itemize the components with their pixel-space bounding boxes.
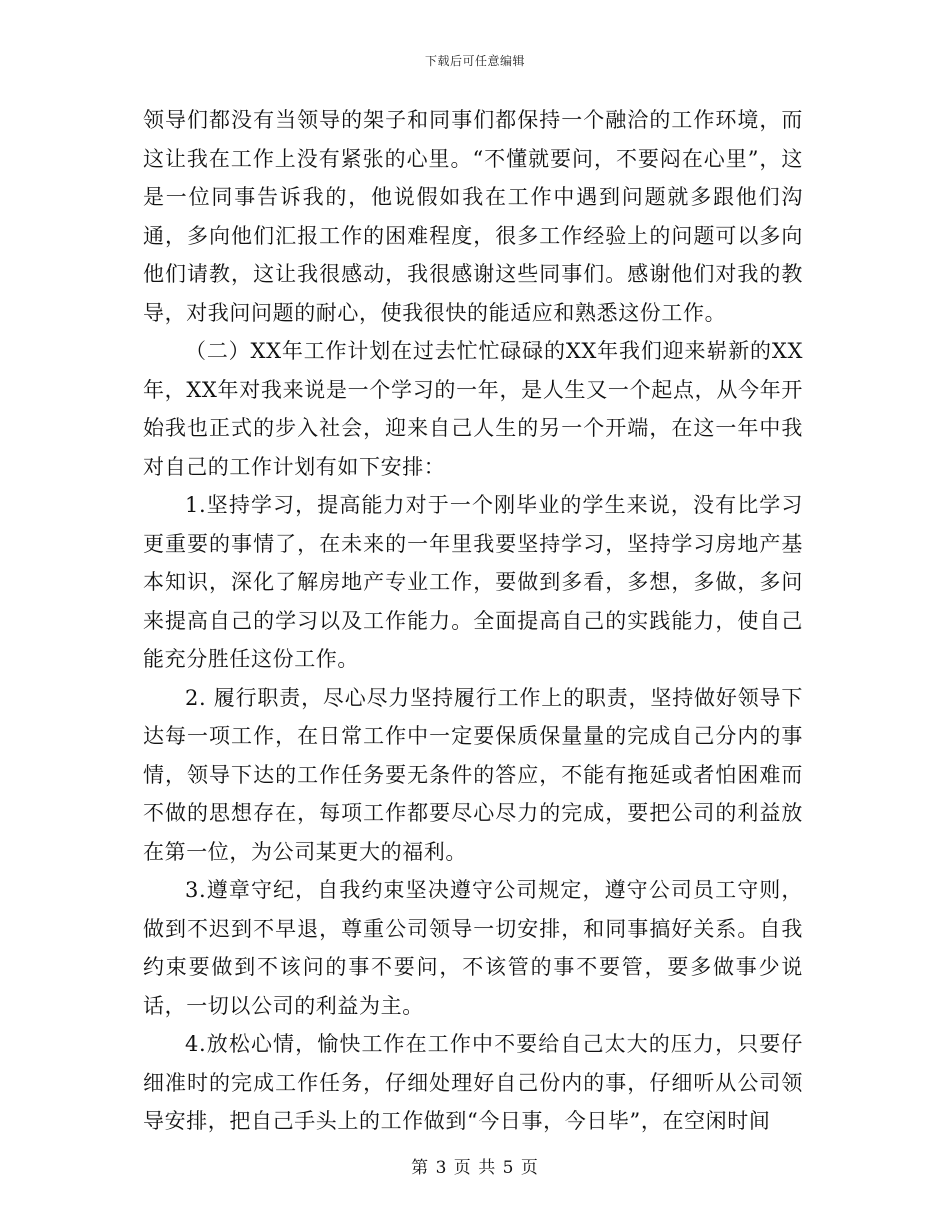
paragraph: （二）XX年工作计划在过去忙忙碌碌的XX年我们迎来崭新的XX年，XX年对我来说是一个学习的一年，是人生又一个起点，从今年开始我也正式的步入社会，迎来自己人生的另一个开端，在这一年中我对自己的工作计划有如下安排： [143, 339, 803, 479]
page-footer: 第 3 页 共 5 页 [411, 1158, 539, 1178]
paragraph: 2. 履行职责，尽心尽力坚持履行工作上的职责，坚持做好领导下达每一项工作，在日常工作中一定要保质保量量的完成自己分内的事情，领导下达的工作任务要无条件的答应，不能有拖延或者怕困难而不做的思想存在，每项工作都要尽心尽力的完成，要把公司的利益放在第一位，为公司某更大的福利。 [143, 685, 803, 864]
paragraph: 1.坚持学习，提高能力对于一个刚毕业的学生来说，没有比学习更重要的事情了，在未来的一年里我要坚持学习，坚持学习房地产基本知识，深化了解房地产专业工作，要做到多看，多想，多做，多问来提高自己的学习以及工作能力。全面提高自己的实践能力，使自己能充分胜任这份工作。 [143, 493, 803, 671]
page-header: 下载后可任意编辑 [424, 54, 525, 68]
paragraph: 领导们都没有当领导的架子和同事们都保持一个融洽的工作环境，而这让我在工作上没有紧张的心里。“不懂就要问，不要闷在心里”，这是一位同事告诉我的，他说假如我在工作中遇到问题就多跟他们沟通，多向他们汇报工作的困难程度，很多工作经验上的问题可以多向他们请教，这让我很感动，我很感谢这些同事们。感谢他们对我的教导，对我问问题的耐心，使我很快的能适应和熟悉这份工作。 [143, 108, 803, 325]
document-body [143, 101, 803, 1141]
paragraph: 4.放松心情，愉快工作在工作中不要给自己太大的压力，只要仔细准时的完成工作任务，仔细处理好自己份内的事，仔细听从公司领导安排，把自己手头上的工作做到“今日事，今日毕”，在空闲时间 [143, 1032, 803, 1133]
paragraph: 3.遵章守纪，自我约束坚决遵守公司规定，遵守公司员工守则，做到不迟到不早退，尊重公司领导一切安排，和同事搞好关系。自我约束要做到不该问的事不要问，不该管的事不要管，要多做事少说话，一切以公司的利益为主。 [143, 878, 803, 1018]
